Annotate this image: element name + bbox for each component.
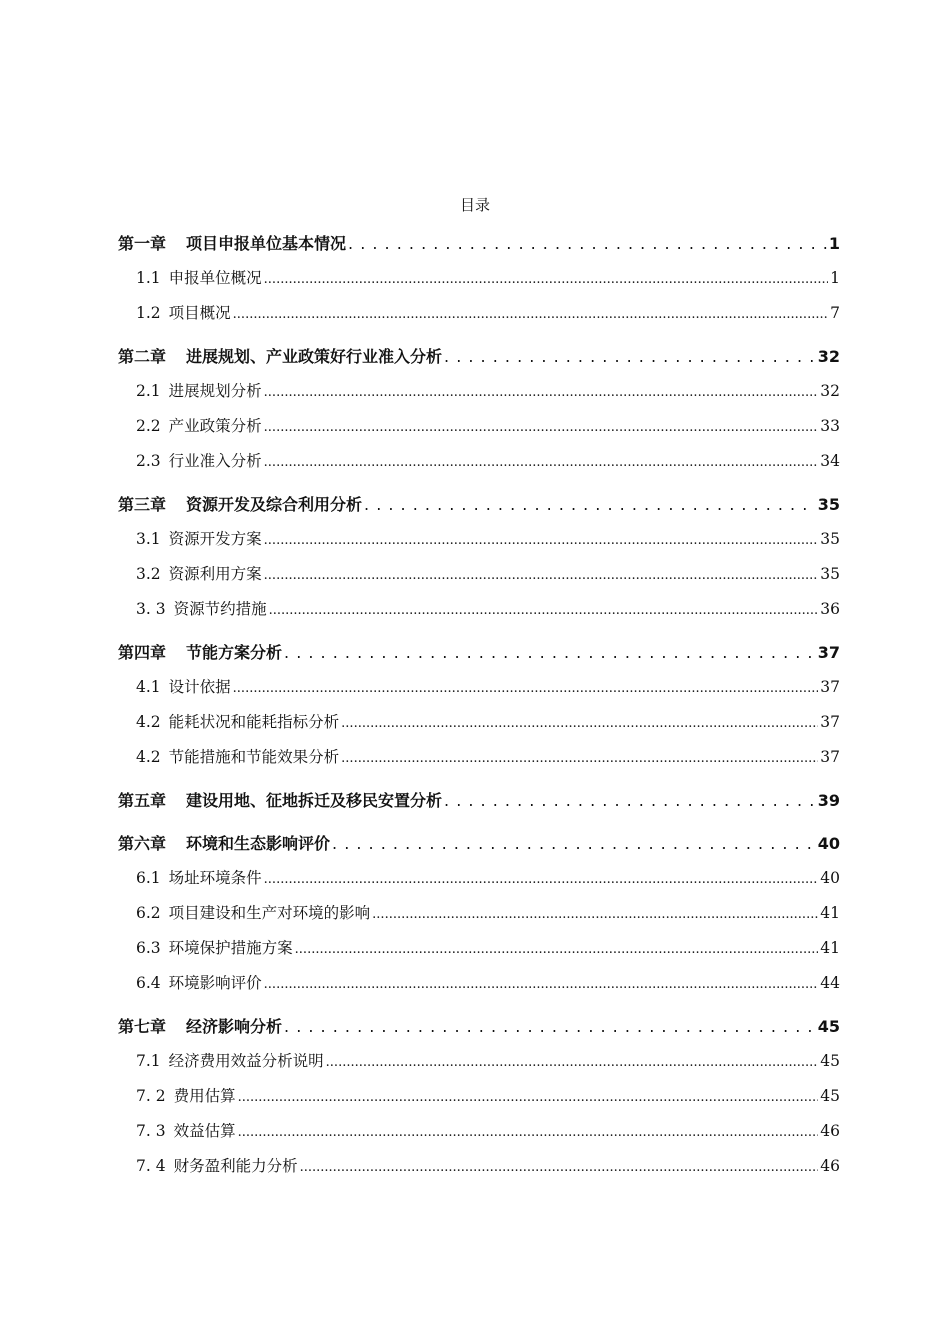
dot-leader bbox=[264, 374, 819, 410]
dot-leader bbox=[326, 1044, 819, 1080]
dot-leader bbox=[348, 226, 827, 261]
toc-section-entry[interactable] bbox=[118, 522, 840, 557]
entry-number: 2.2 bbox=[136, 417, 161, 435]
entry-title: 场址环境条件 bbox=[168, 869, 262, 887]
toc-chapter-entry[interactable] bbox=[118, 226, 840, 261]
entry-page-number: 37 bbox=[820, 748, 840, 766]
entry-number: 2.3 bbox=[136, 452, 161, 470]
entry-title: 建设用地、征地拆迁及移民安置分析 bbox=[186, 791, 443, 810]
entry-title: 能耗状况和能耗指标分析 bbox=[168, 713, 340, 731]
entry-page-number: 45 bbox=[817, 1017, 840, 1036]
entry-page-number: 35 bbox=[820, 530, 840, 548]
entry-title: 环境保护措施方案 bbox=[168, 939, 293, 957]
toc-title: 目录 bbox=[459, 196, 490, 214]
entry-number: 第三章 bbox=[118, 495, 167, 514]
entry-title: 资源节约措施 bbox=[173, 600, 267, 618]
entry-number: 第二章 bbox=[118, 347, 167, 366]
entry-page-number: 34 bbox=[820, 452, 840, 470]
entry-title: 申报单位概况 bbox=[168, 269, 262, 287]
entry-title: 节能措施和节能效果分析 bbox=[168, 748, 340, 766]
toc-chapter-entry[interactable] bbox=[118, 1009, 840, 1044]
dot-leader bbox=[295, 931, 819, 967]
dot-leader bbox=[238, 1114, 819, 1150]
entry-number: 3. 3 bbox=[136, 600, 166, 618]
entry-page-number: 35 bbox=[820, 565, 840, 583]
entry-number: 第六章 bbox=[118, 834, 167, 853]
entry-page-number: 44 bbox=[820, 974, 840, 992]
entry-number: 7.1 bbox=[136, 1052, 161, 1070]
entry-page-number: 35 bbox=[817, 495, 840, 514]
entry-number: 1.2 bbox=[136, 304, 161, 322]
dot-leader bbox=[264, 557, 819, 593]
entry-title: 设计依据 bbox=[168, 678, 231, 696]
dot-leader bbox=[269, 592, 819, 628]
toc-section-entry[interactable] bbox=[118, 931, 840, 966]
toc-chapter-entry[interactable] bbox=[118, 487, 840, 522]
entry-number: 第四章 bbox=[118, 643, 167, 662]
entry-number: 4.1 bbox=[136, 678, 161, 696]
entry-title: 经济费用效益分析说明 bbox=[168, 1052, 324, 1070]
entry-page-number: 37 bbox=[820, 678, 840, 696]
dot-leader bbox=[264, 409, 819, 445]
dot-leader bbox=[264, 861, 819, 897]
entry-page-number: 45 bbox=[820, 1087, 840, 1105]
entry-page-number: 36 bbox=[820, 600, 840, 618]
dot-leader bbox=[264, 444, 819, 480]
entry-number: 第五章 bbox=[118, 791, 167, 810]
entry-title: 节能方案分析 bbox=[186, 643, 283, 662]
dot-leader bbox=[341, 740, 818, 776]
toc-section-entry[interactable] bbox=[118, 861, 840, 896]
entry-page-number: 41 bbox=[820, 904, 840, 922]
entry-title: 产业政策分析 bbox=[168, 417, 262, 435]
entry-number: 7. 2 bbox=[136, 1087, 166, 1105]
entry-page-number: 39 bbox=[817, 791, 840, 810]
entry-title: 环境和生态影响评价 bbox=[186, 834, 331, 853]
entry-page-number: 33 bbox=[820, 417, 840, 435]
entry-number: 第七章 bbox=[118, 1017, 167, 1036]
dot-leader bbox=[444, 339, 816, 374]
dot-leader bbox=[300, 1149, 819, 1185]
toc-chapter-entry[interactable] bbox=[118, 783, 840, 818]
entry-number: 1.1 bbox=[136, 269, 161, 287]
toc-section-entry[interactable] bbox=[118, 409, 840, 444]
entry-page-number: 1 bbox=[828, 234, 840, 253]
toc-section-entry[interactable] bbox=[118, 705, 840, 740]
entry-title: 资源开发及综合利用分析 bbox=[186, 495, 363, 514]
entry-title: 费用估算 bbox=[173, 1087, 236, 1105]
dot-leader bbox=[284, 635, 816, 670]
dot-leader bbox=[341, 705, 818, 741]
entry-title: 资源利用方案 bbox=[168, 565, 262, 583]
entry-title: 项目申报单位基本情况 bbox=[186, 234, 347, 253]
table-of-contents bbox=[118, 226, 840, 1184]
entry-page-number: 32 bbox=[817, 347, 840, 366]
toc-chapter-entry[interactable] bbox=[118, 826, 840, 861]
entry-title: 项目概况 bbox=[168, 304, 231, 322]
toc-section-entry[interactable] bbox=[118, 1079, 840, 1114]
toc-section-entry[interactable] bbox=[118, 670, 840, 705]
dot-leader bbox=[364, 487, 816, 522]
entry-title: 经济影响分析 bbox=[186, 1017, 283, 1036]
entry-page-number: 7 bbox=[830, 304, 840, 322]
entry-number: 7. 3 bbox=[136, 1122, 166, 1140]
toc-section-entry[interactable] bbox=[118, 1149, 840, 1184]
dot-leader bbox=[238, 1079, 819, 1115]
entry-page-number: 1 bbox=[830, 269, 840, 287]
dot-leader bbox=[233, 670, 819, 706]
dot-leader bbox=[284, 1009, 816, 1044]
entry-page-number: 45 bbox=[820, 1052, 840, 1070]
toc-section-entry[interactable] bbox=[118, 374, 840, 409]
entry-number: 第一章 bbox=[118, 234, 167, 253]
entry-page-number: 37 bbox=[817, 643, 840, 662]
entry-title: 财务盈利能力分析 bbox=[173, 1157, 298, 1175]
entry-title: 进展规划分析 bbox=[168, 382, 262, 400]
entry-title: 效益估算 bbox=[173, 1122, 236, 1140]
toc-section-entry[interactable] bbox=[118, 261, 840, 296]
entry-title: 环境影响评价 bbox=[168, 974, 262, 992]
entry-number: 3.1 bbox=[136, 530, 161, 548]
entry-page-number: 40 bbox=[817, 834, 840, 853]
toc-section-entry[interactable] bbox=[118, 1114, 840, 1149]
toc-chapter-entry[interactable] bbox=[118, 635, 840, 670]
dot-leader bbox=[264, 966, 819, 1002]
toc-section-entry[interactable] bbox=[118, 966, 840, 1001]
toc-chapter-entry[interactable] bbox=[118, 339, 840, 374]
entry-number: 6.4 bbox=[136, 974, 161, 992]
entry-title: 进展规划、产业政策好行业准入分析 bbox=[186, 347, 443, 366]
dot-leader bbox=[264, 522, 819, 558]
toc-section-entry[interactable] bbox=[118, 1044, 840, 1079]
entry-number: 3.2 bbox=[136, 565, 161, 583]
entry-page-number: 32 bbox=[820, 382, 840, 400]
dot-leader bbox=[372, 896, 818, 932]
toc-section-entry[interactable] bbox=[118, 896, 840, 931]
entry-page-number: 46 bbox=[820, 1157, 840, 1175]
dot-leader bbox=[332, 826, 816, 861]
entry-title: 项目建设和生产对环境的影响 bbox=[168, 904, 371, 922]
dot-leader bbox=[444, 783, 816, 818]
entry-number: 4.2 bbox=[136, 713, 161, 731]
entry-title: 资源开发方案 bbox=[168, 530, 262, 548]
entry-page-number: 46 bbox=[820, 1122, 840, 1140]
entry-number: 6.2 bbox=[136, 904, 161, 922]
entry-number: 7. 4 bbox=[136, 1157, 166, 1175]
dot-leader bbox=[233, 296, 828, 332]
toc-section-entry[interactable] bbox=[118, 592, 840, 627]
toc-section-entry[interactable] bbox=[118, 557, 840, 592]
toc-section-entry[interactable] bbox=[118, 444, 840, 479]
entry-number: 4.2 bbox=[136, 748, 161, 766]
entry-number: 6.3 bbox=[136, 939, 161, 957]
entry-page-number: 41 bbox=[820, 939, 840, 957]
dot-leader bbox=[264, 261, 828, 297]
entry-number: 2.1 bbox=[136, 382, 161, 400]
toc-section-entry[interactable] bbox=[118, 740, 840, 775]
entry-title: 行业准入分析 bbox=[168, 452, 262, 470]
entry-page-number: 37 bbox=[820, 713, 840, 731]
entry-number: 6.1 bbox=[136, 869, 161, 887]
entry-page-number: 40 bbox=[820, 869, 840, 887]
toc-section-entry[interactable] bbox=[118, 296, 840, 331]
